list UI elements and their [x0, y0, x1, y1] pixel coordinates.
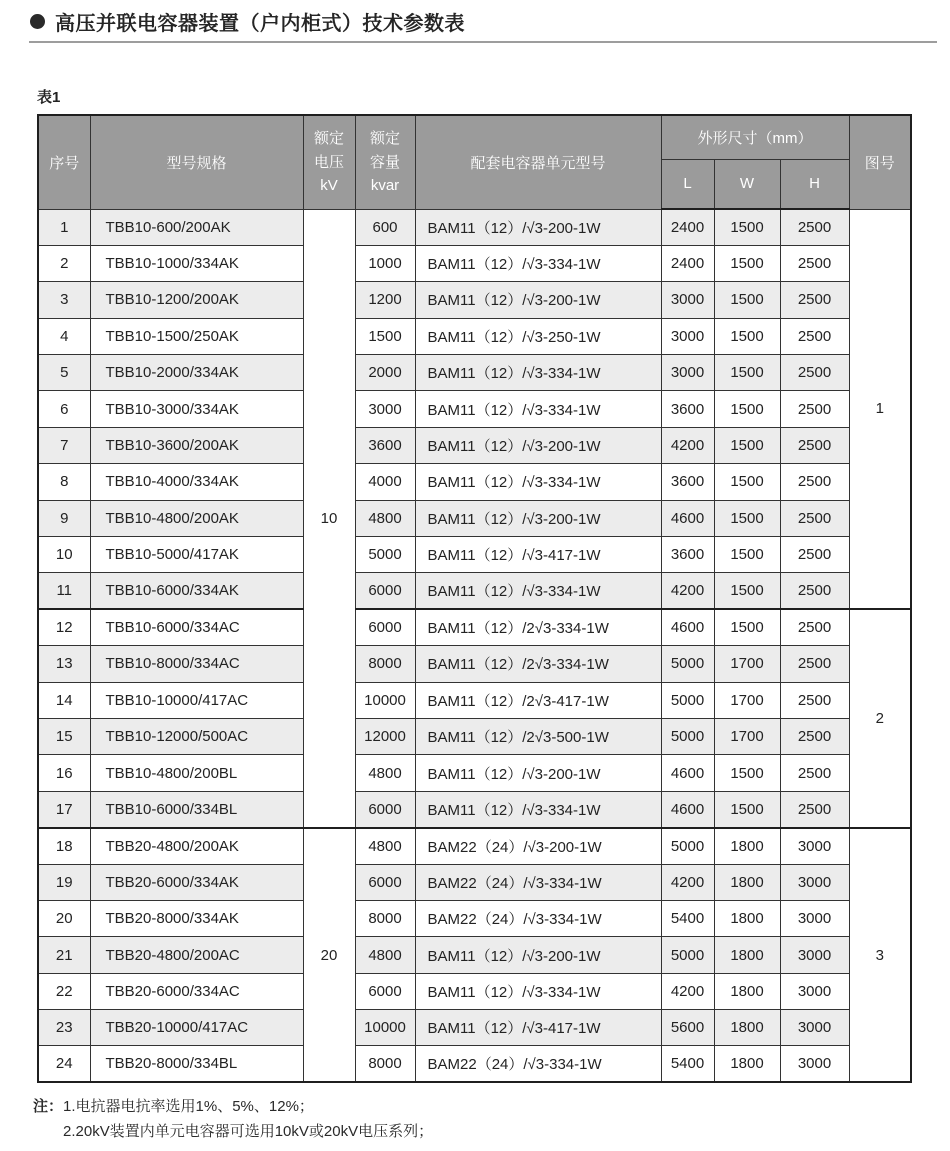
- cell-rated-capacity: 4800: [355, 937, 415, 973]
- cell-serial-no: 9: [38, 500, 90, 536]
- cell-dim-l: 4600: [661, 609, 714, 645]
- table-row: [38, 573, 911, 609]
- params-table: [37, 114, 912, 1083]
- table-row: [38, 682, 911, 718]
- cell-rated-capacity: 1000: [355, 245, 415, 281]
- table-header: [38, 115, 911, 209]
- cell-dim-w: 1500: [714, 318, 780, 354]
- cell-rated-capacity: 3600: [355, 427, 415, 463]
- cell-model-spec: TBB20-6000/334AK: [90, 864, 303, 900]
- table-row: [38, 937, 911, 973]
- col-header-w: W: [714, 159, 780, 209]
- cell-rated-capacity: 600: [355, 209, 415, 245]
- cell-dim-l: 3000: [661, 355, 714, 391]
- cell-dim-w: 1800: [714, 937, 780, 973]
- cell-rated-capacity: 4800: [355, 828, 415, 864]
- cell-serial-no: 4: [38, 318, 90, 354]
- table-body: [38, 209, 911, 1082]
- cell-dim-h: 2500: [780, 282, 849, 318]
- cell-rated-capacity: 6000: [355, 973, 415, 1009]
- cell-model-spec: TBB10-3600/200AK: [90, 427, 303, 463]
- cell-dim-l: 3000: [661, 282, 714, 318]
- cell-dim-w: 1800: [714, 828, 780, 864]
- cell-capacitor-unit-model: BAM11（12）/√3-200-1W: [415, 755, 661, 791]
- cell-capacitor-unit-model: BAM11（12）/√3-334-1W: [415, 464, 661, 500]
- notes: [33, 1095, 950, 1145]
- cell-dim-l: 5400: [661, 900, 714, 936]
- cell-dim-w: 1500: [714, 791, 780, 827]
- cell-rated-capacity: 4000: [355, 464, 415, 500]
- cell-dim-h: 3000: [780, 973, 849, 1009]
- cell-rated-voltage: 10: [303, 209, 355, 828]
- table-row: [38, 537, 911, 573]
- table-row: [38, 973, 911, 1009]
- table-row: [38, 755, 911, 791]
- cell-dim-w: 1500: [714, 500, 780, 536]
- cell-dim-h: 2500: [780, 209, 849, 245]
- col-header-capacity: [355, 115, 415, 209]
- cell-capacitor-unit-model: BAM11（12）/√3-334-1W: [415, 355, 661, 391]
- cell-dim-l: 4600: [661, 755, 714, 791]
- page-title: 高压并联电容器装置（户内柜式）技术参数表: [55, 13, 465, 35]
- cell-serial-no: 11: [38, 573, 90, 609]
- cell-dim-l: 5000: [661, 682, 714, 718]
- cell-capacitor-unit-model: BAM11（12）/√3-417-1W: [415, 537, 661, 573]
- cell-dim-w: 1700: [714, 646, 780, 682]
- cell-rated-capacity: 4800: [355, 755, 415, 791]
- table-row: [38, 245, 911, 281]
- col-header-capacity-line: 额定: [369, 130, 400, 148]
- cell-rated-capacity: 6000: [355, 791, 415, 827]
- cell-dim-l: 4200: [661, 573, 714, 609]
- cell-model-spec: TBB10-6000/334AC: [90, 609, 303, 645]
- cell-dim-h: 3000: [780, 900, 849, 936]
- cell-dim-l: 3000: [661, 318, 714, 354]
- table-row: [38, 391, 911, 427]
- cell-model-spec: TBB20-6000/334AC: [90, 973, 303, 1009]
- cell-model-spec: TBB20-4800/200AC: [90, 937, 303, 973]
- note-line-1: 1.电抗器电抗率选用1%、5%、12%；: [63, 1098, 314, 1116]
- col-header-l: L: [661, 159, 714, 209]
- cell-dim-l: 5600: [661, 1010, 714, 1046]
- cell-dim-h: 2500: [780, 500, 849, 536]
- cell-model-spec: TBB20-10000/417AC: [90, 1010, 303, 1046]
- col-header-voltage-line: 额定: [313, 130, 344, 148]
- cell-dim-h: 2500: [780, 537, 849, 573]
- cell-serial-no: 19: [38, 864, 90, 900]
- cell-serial-no: 12: [38, 609, 90, 645]
- header-row-1: [38, 115, 911, 159]
- table-label: 表1: [37, 89, 61, 106]
- col-header-capacity-line: 容量: [369, 153, 400, 171]
- cell-dim-w: 1700: [714, 682, 780, 718]
- cell-serial-no: 16: [38, 755, 90, 791]
- col-header-unit: 配套电容器单元型号: [415, 115, 661, 209]
- cell-model-spec: TBB10-4800/200AK: [90, 500, 303, 536]
- col-header-voltage-line: 电压: [313, 153, 344, 171]
- cell-rated-capacity: 1200: [355, 282, 415, 318]
- cell-capacitor-unit-model: BAM11（12）/√3-200-1W: [415, 209, 661, 245]
- cell-dim-w: 1500: [714, 209, 780, 245]
- cell-model-spec: TBB10-2000/334AK: [90, 355, 303, 391]
- cell-dim-h: 2500: [780, 646, 849, 682]
- cell-serial-no: 18: [38, 828, 90, 864]
- table-row: [38, 609, 911, 645]
- cell-model-spec: TBB10-1500/250AK: [90, 318, 303, 354]
- cell-model-spec: TBB10-600/200AK: [90, 209, 303, 245]
- col-header-index: 序号: [38, 115, 90, 209]
- table-row: [38, 828, 911, 864]
- cell-dim-h: 2500: [780, 391, 849, 427]
- cell-serial-no: 2: [38, 245, 90, 281]
- cell-rated-voltage: 20: [303, 828, 355, 1083]
- cell-rated-capacity: 10000: [355, 682, 415, 718]
- cell-capacitor-unit-model: BAM11（12）/2√3-500-1W: [415, 718, 661, 754]
- cell-model-spec: TBB10-1200/200AK: [90, 282, 303, 318]
- cell-capacitor-unit-model: BAM11（12）/√3-200-1W: [415, 427, 661, 463]
- cell-dim-l: 5000: [661, 646, 714, 682]
- cell-serial-no: 6: [38, 391, 90, 427]
- cell-serial-no: 23: [38, 1010, 90, 1046]
- cell-dim-l: 4200: [661, 427, 714, 463]
- cell-model-spec: TBB10-6000/334BL: [90, 791, 303, 827]
- cell-model-spec: TBB20-4800/200AK: [90, 828, 303, 864]
- cell-capacitor-unit-model: BAM11（12）/√3-200-1W: [415, 282, 661, 318]
- cell-rated-capacity: 12000: [355, 718, 415, 754]
- cell-capacitor-unit-model: BAM11（12）/√3-200-1W: [415, 500, 661, 536]
- cell-dim-h: 3000: [780, 937, 849, 973]
- cell-dim-w: 1800: [714, 900, 780, 936]
- table-row: [38, 1010, 911, 1046]
- cell-dim-w: 1800: [714, 864, 780, 900]
- cell-dim-l: 4200: [661, 973, 714, 1009]
- cell-serial-no: 24: [38, 1046, 90, 1082]
- cell-rated-capacity: 6000: [355, 864, 415, 900]
- table-row: [38, 427, 911, 463]
- table-row: [38, 355, 911, 391]
- cell-figure-no: 1: [849, 209, 911, 609]
- table-row: [38, 646, 911, 682]
- cell-rated-capacity: 3000: [355, 391, 415, 427]
- cell-dim-h: 2500: [780, 609, 849, 645]
- cell-capacitor-unit-model: BAM11（12）/√3-200-1W: [415, 937, 661, 973]
- cell-dim-w: 1500: [714, 282, 780, 318]
- col-header-dims: 外形尺寸（mm）: [661, 115, 849, 159]
- cell-dim-w: 1500: [714, 755, 780, 791]
- cell-model-spec: TBB20-8000/334AK: [90, 900, 303, 936]
- cell-dim-l: 4200: [661, 864, 714, 900]
- table-row: [38, 900, 911, 936]
- cell-dim-h: 2500: [780, 318, 849, 354]
- cell-figure-no: 3: [849, 828, 911, 1083]
- cell-model-spec: TBB10-1000/334AK: [90, 245, 303, 281]
- cell-serial-no: 22: [38, 973, 90, 1009]
- cell-rated-capacity: 8000: [355, 646, 415, 682]
- cell-serial-no: 8: [38, 464, 90, 500]
- cell-rated-capacity: 2000: [355, 355, 415, 391]
- cell-serial-no: 20: [38, 900, 90, 936]
- cell-capacitor-unit-model: BAM22（24）/√3-200-1W: [415, 828, 661, 864]
- cell-dim-w: 1700: [714, 718, 780, 754]
- cell-dim-h: 2500: [780, 718, 849, 754]
- table-row: [38, 209, 911, 245]
- cell-capacitor-unit-model: BAM11（12）/2√3-334-1W: [415, 609, 661, 645]
- cell-serial-no: 5: [38, 355, 90, 391]
- cell-dim-w: 1800: [714, 973, 780, 1009]
- col-header-model: 型号规格: [90, 115, 303, 209]
- cell-dim-l: 2400: [661, 209, 714, 245]
- cell-model-spec: TBB10-4800/200BL: [90, 755, 303, 791]
- cell-dim-w: 1800: [714, 1046, 780, 1082]
- cell-dim-l: 3600: [661, 464, 714, 500]
- cell-serial-no: 10: [38, 537, 90, 573]
- cell-model-spec: TBB10-5000/417AK: [90, 537, 303, 573]
- cell-dim-h: 2500: [780, 245, 849, 281]
- cell-serial-no: 3: [38, 282, 90, 318]
- cell-dim-h: 3000: [780, 1046, 849, 1082]
- cell-dim-h: 3000: [780, 864, 849, 900]
- cell-model-spec: TBB10-8000/334AC: [90, 646, 303, 682]
- cell-serial-no: 17: [38, 791, 90, 827]
- cell-dim-w: 1800: [714, 1010, 780, 1046]
- cell-dim-l: 2400: [661, 245, 714, 281]
- cell-model-spec: TBB10-12000/500AC: [90, 718, 303, 754]
- cell-dim-h: 2500: [780, 573, 849, 609]
- cell-capacitor-unit-model: BAM11（12）/√3-417-1W: [415, 1010, 661, 1046]
- cell-model-spec: TBB20-8000/334BL: [90, 1046, 303, 1082]
- cell-model-spec: TBB10-10000/417AC: [90, 682, 303, 718]
- cell-model-spec: TBB10-6000/334AK: [90, 573, 303, 609]
- cell-dim-h: 2500: [780, 464, 849, 500]
- cell-dim-l: 4600: [661, 791, 714, 827]
- cell-rated-capacity: 6000: [355, 609, 415, 645]
- cell-rated-capacity: 5000: [355, 537, 415, 573]
- note-line-2: 2.20kV装置内单元电容器可选用10kV或20kV电压系列；: [63, 1123, 434, 1141]
- cell-dim-h: 2500: [780, 427, 849, 463]
- table-row: [38, 1046, 911, 1082]
- cell-serial-no: 1: [38, 209, 90, 245]
- notes-prefix: 注：: [33, 1098, 64, 1116]
- cell-dim-h: 3000: [780, 1010, 849, 1046]
- cell-dim-w: 1500: [714, 464, 780, 500]
- cell-serial-no: 15: [38, 718, 90, 754]
- cell-capacitor-unit-model: BAM11（12）/2√3-334-1W: [415, 646, 661, 682]
- cell-rated-capacity: 10000: [355, 1010, 415, 1046]
- cell-dim-l: 5000: [661, 828, 714, 864]
- cell-capacitor-unit-model: BAM11（12）/√3-334-1W: [415, 391, 661, 427]
- cell-dim-h: 2500: [780, 682, 849, 718]
- cell-capacitor-unit-model: BAM11（12）/√3-334-1W: [415, 245, 661, 281]
- cell-rated-capacity: 1500: [355, 318, 415, 354]
- cell-dim-h: 3000: [780, 828, 849, 864]
- cell-dim-h: 2500: [780, 791, 849, 827]
- cell-capacitor-unit-model: BAM11（12）/√3-334-1W: [415, 791, 661, 827]
- title-bullet-icon: [30, 14, 45, 29]
- cell-capacitor-unit-model: BAM11（12）/√3-334-1W: [415, 573, 661, 609]
- table-row: [38, 718, 911, 754]
- cell-dim-l: 3600: [661, 537, 714, 573]
- cell-dim-w: 1500: [714, 245, 780, 281]
- col-header-figure: 图号: [849, 115, 911, 209]
- cell-rated-capacity: 6000: [355, 573, 415, 609]
- table-row: [38, 464, 911, 500]
- cell-dim-w: 1500: [714, 609, 780, 645]
- cell-serial-no: 21: [38, 937, 90, 973]
- cell-dim-l: 3600: [661, 391, 714, 427]
- cell-capacitor-unit-model: BAM11（12）/√3-250-1W: [415, 318, 661, 354]
- cell-dim-l: 4600: [661, 500, 714, 536]
- table-row: [38, 500, 911, 536]
- cell-serial-no: 14: [38, 682, 90, 718]
- cell-rated-capacity: 4800: [355, 500, 415, 536]
- cell-dim-l: 5000: [661, 718, 714, 754]
- cell-dim-w: 1500: [714, 427, 780, 463]
- table-row: [38, 282, 911, 318]
- cell-capacitor-unit-model: BAM22（24）/√3-334-1W: [415, 864, 661, 900]
- cell-dim-l: 5000: [661, 937, 714, 973]
- table-row: [38, 864, 911, 900]
- cell-dim-l: 5400: [661, 1046, 714, 1082]
- cell-dim-w: 1500: [714, 355, 780, 391]
- notes-list: [63, 1095, 433, 1145]
- title-divider: [29, 41, 937, 43]
- cell-model-spec: TBB10-4000/334AK: [90, 464, 303, 500]
- cell-serial-no: 13: [38, 646, 90, 682]
- cell-figure-no: 2: [849, 609, 911, 827]
- cell-dim-h: 2500: [780, 755, 849, 791]
- cell-capacitor-unit-model: BAM11（12）/2√3-417-1W: [415, 682, 661, 718]
- cell-dim-w: 1500: [714, 391, 780, 427]
- title-bar: [0, 0, 950, 36]
- cell-rated-capacity: 8000: [355, 900, 415, 936]
- col-header-voltage: [303, 115, 355, 209]
- cell-capacitor-unit-model: BAM22（24）/√3-334-1W: [415, 1046, 661, 1082]
- col-header-h: H: [780, 159, 849, 209]
- table-row: [38, 791, 911, 827]
- col-header-voltage-line: kV: [320, 176, 338, 194]
- cell-dim-h: 2500: [780, 355, 849, 391]
- cell-model-spec: TBB10-3000/334AK: [90, 391, 303, 427]
- col-header-capacity-line: kvar: [370, 176, 400, 194]
- cell-rated-capacity: 8000: [355, 1046, 415, 1082]
- cell-serial-no: 7: [38, 427, 90, 463]
- cell-capacitor-unit-model: BAM11（12）/√3-334-1W: [415, 973, 661, 1009]
- table-row: [38, 318, 911, 354]
- cell-dim-w: 1500: [714, 537, 780, 573]
- cell-capacitor-unit-model: BAM22（24）/√3-334-1W: [415, 900, 661, 936]
- cell-dim-w: 1500: [714, 573, 780, 609]
